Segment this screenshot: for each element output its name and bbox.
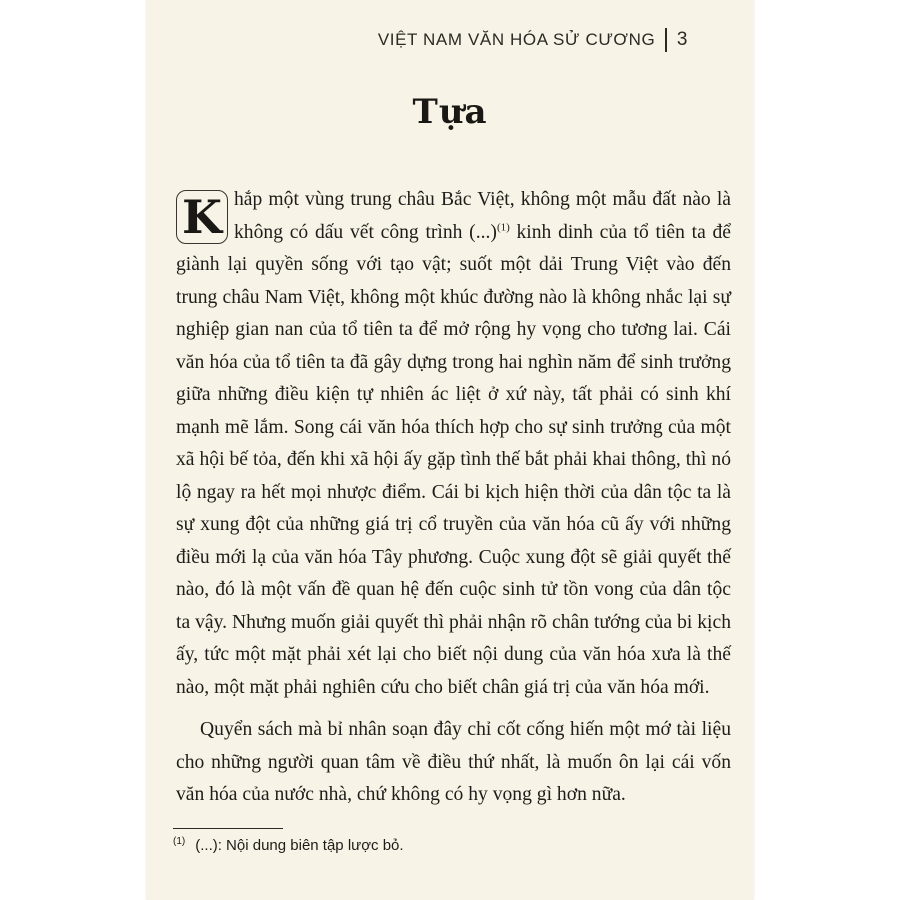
- page-number: 3: [676, 29, 688, 50]
- footnote-text: (...): Nội dung biên tập lược bỏ.: [195, 837, 404, 854]
- drop-cap: K: [176, 190, 228, 244]
- body-text: [176, 184, 731, 812]
- paragraph-1-text-end: kinh dinh của tổ tiên ta để giành lại quyền sống với tạo vật; suốt một dải Trung Việt vào đến trung châu Nam Việt, không một khúc đường nào là không nhắc lại sự nghiệp gian nan của tổ tiên ta để mở rộng hy vọng cho tương lai. Cái văn hóa của tổ tiên ta đã gây dựng trong hai nghìn năm để sinh trưởng giữa những điều kiện tự nhiên ác liệt ở xứ này, tất phải có sinh khí mạnh mẽ lắm. Song cái văn hóa thích hợp cho sự sinh trưởng của một xã hội bế tỏa, đến khi xã hội ấy gặp tình thế bắt phải khai thông, thì nó lộ ngay ra hết mọi nhược điểm. Cái bi kịch hiện thời của dân tộc ta là sự xung đột của những giá trị cổ truyền của văn hóa cũ ấy với những điều mới lạ của văn hóa Tây phương. Cuộc xung đột sẽ giải quyết thế nào, đó là một vấn đề quan hệ đến cuộc sinh tử tồn vong của dân tộc ta vậy. Nhưng muốn giải quyết thì phải nhận rõ chân tướng của bi kịch ấy, tức một mặt phải xét lại cho biết nội dung của văn hóa xưa là thế nào, một mặt phải nghiên cứu cho biết chân giá trị của văn hóa mới.: [176, 221, 731, 698]
- running-header: [378, 28, 688, 52]
- footnote-rule: [173, 828, 283, 829]
- book-title: VIỆT NAM VĂN HÓA SỬ CƯƠNG: [377, 30, 656, 49]
- footnote: [173, 836, 733, 854]
- paragraph-2: Quyển sách mà bỉ nhân soạn đây chỉ cốt cống hiến một mớ tài liệu cho những người quan tâm về điều thứ nhất, là muốn ôn lại cái vốn văn hóa của nước nhà, chứ không có hy vọng gì hơn nữa.: [176, 719, 731, 805]
- header-divider: [665, 28, 667, 52]
- footnote-reference: (1): [496, 220, 510, 233]
- chapter-title: Tựa: [412, 92, 488, 132]
- paragraph-1-text-start: hắp một vùng trung châu Bắc Việt, không một mẫu đất nào là không có dấu vết công trình (...): [234, 189, 731, 243]
- footnote-mark: (1): [173, 836, 186, 847]
- paragraph-1: [176, 184, 731, 704]
- book-page: [146, 0, 754, 900]
